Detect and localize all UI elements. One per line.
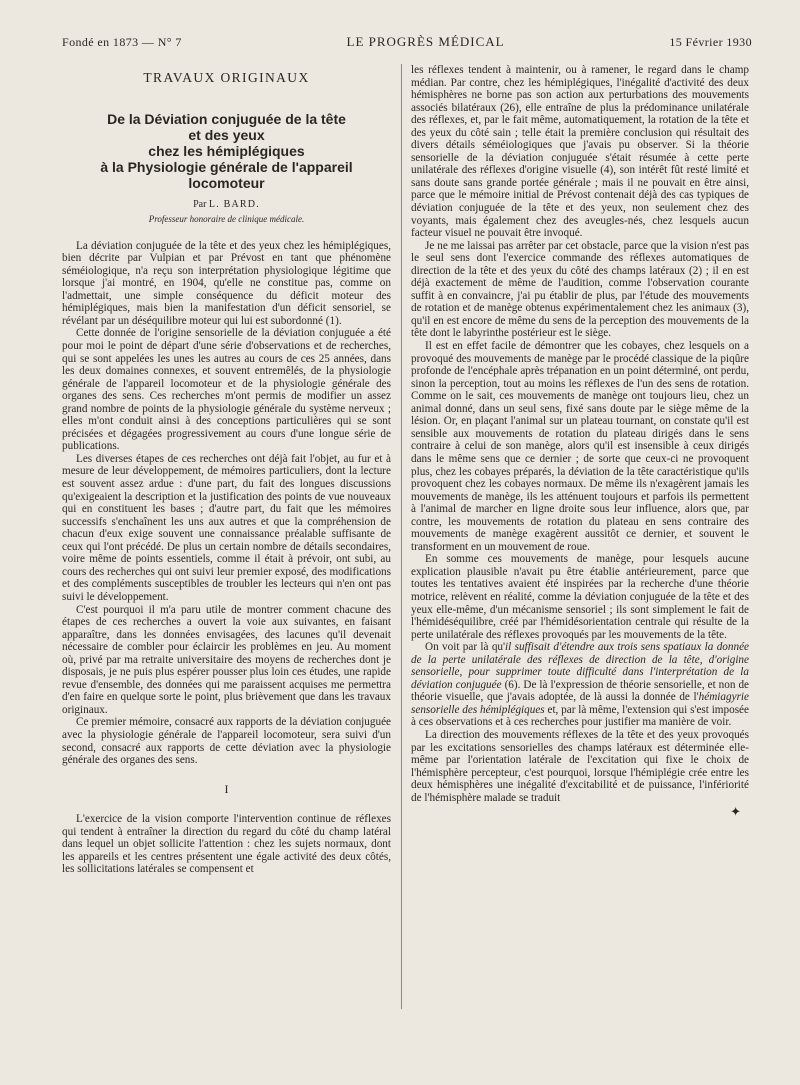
title-line: à la Physiologie générale de l'appareil [100,158,353,175]
author-name: L. BARD. [208,198,260,210]
author-line [62,199,391,212]
body-paragraph: C'est pourquoi il m'a paru utile de montrer comment chacune des étapes de ces recherches a ouvert la voie aux suivantes, en faisant apparaître, dans les données envisagées, des lacunes qu'il devenait nécessaire de combler pour éclaircir les problèmes en jeu. Au moment où, privé par ma retraite universitaire des moyens de recherches dont je disposais, je ne puis plus espérer pousser plus loin ces études, une rapide revue d'ensemble, des données qui me paraissent acquises me permettra d'en faire en quelque sorte le point, plus brièvement que dans les travaux originaux. [62,603,391,716]
body-paragraph: Cette donnée de l'origine sensorielle de la déviation conjuguée a été pour moi le point de départ d'une série d'observations et de recherches, qui se sont appelées les unes les autres au cours de ces 25 années, dans les deux domaines connexes, et souvent entremêlés, de la physiologie générale de l'appareil locomoteur et de la physiologie générale des organes des sens. Ces recherches m'ont permis de modifier un assez grand nombre de points de la physiologie générale du système nerveux ; elles m'ont conduit ainsi à des conceptions particulières qui se sont précisées et dégagées progressivement au cours d'une longue série de publications. [62,327,391,453]
body-paragraph: Il est en effet facile de démontrer que les cobayes, chez lesquels on a provoqué des mouvements de manège par le procédé classique de la piqûre profonde de l'encéphale après trépanation en un point déterminé, ont perdu, sinon la perception, tout au moins les réflexes de l'un des sens de rotation. Comme on le sait, ces mouvements de manège ont toujours lieu, chez un animal donné, dans un seul sens, fixé sans doute par le siège même de la lésion. Or, en plaçant l'animal sur un plateau tournant, on constate qu'il est sensible aux mouvements de rotation du plateau dirigés dans le sens contraire à celui de son manège, alors qu'il est insensible à ceux dirigés dans le même sens que ce dernier ; de sorte que ceux-ci ne provoquent plus, chez les cobayes préparés, la déviation de la tête caractéristique qu'ils provoquent chez les cobayes normaux. De même ils n'exagèrent jamais les mouvements de manège, ils les atténuent toujours et parfois ils permettent à l'animal de marcher en ligne droite sous leur influence, alors que, par contre, les mouvements de rotation du plateau en sens contraire des mouvements de manège exagèrent aussitôt ce dernier, et souvent le transforment en un mouvement de roue. [411,340,749,553]
author-affiliation: Professeur honoraire de clinique médicale. [148,214,305,225]
quote-italic-term: hémiagyrie sensorielle des hémiplégiques [411,691,749,716]
body-paragraph: les réflexes tendent à maintenir, ou à ramener, le regard dans le champ médian. Par contre, chez les hémiplégiques, l'inégalité d'activité des deux hémisphères ne borne pas son action aux perturbations des mouvements associés bilatéraux (26), elle entraîne de plus la prédominance unilatérale des réflexes, et, par le fait même, automatiquement, la rotation de la tête et des yeux du côté sain ; telle était la première conclusion qui résultait des divers détails séméiologiques que j'avais pu observer. Si la théorie sensorielle de la déviation conjuguée s'était résumée à cette perte unilatérale des réflexes d'origine visuelle (4), son intérêt fût resté limité et sans doute sans grande portée générale ; mais il ne pouvait en être ainsi, parce que le mémoire initial de Prévost contenait déjà des cas typiques de déviation conjuguée de la tête et des yeux, non seulement chez des voyants, mais également chez des aveugles-nés, chez lesquels aucun facteur visuel ne pouvait être invoqué. [411,64,749,240]
part-number: I [224,781,229,796]
title-line: et des yeux [188,126,265,143]
article-title [62,111,391,191]
body-paragraph: L'exercice de la vision comporte l'intervention continue de réflexes qui tendent à entraîner la direction du regard du côté du champ latéral dans lequel un objet sollicite l'attention : chez les sujets normaux, dont les appareils et les centres présentent une égale activité des deux côtés, les sollicitations latérales se compensent et [62,813,391,876]
body-paragraph: Ce premier mémoire, consacré aux rapports de la déviation conjuguée avec la physiologie générale de l'appareil locomoteur, sera suivi d'un second, consacré aux rapports de cette déviation avec la physiologie générale des organes des sens. [62,716,391,767]
left-column [62,64,391,876]
founding-and-issue: Fondé en 1873 — N° 7 [62,35,182,49]
continuation-mark: ✦ [730,804,741,820]
body-paragraph: En somme ces mouvements de manège, pour lesquels aucune explication plausible n'avait pu être établie antérieurement, parce que toutes les tentatives avaient été inspirées par la recherche d'une théorie motrice, relèvent en réalité, comme la déviation conjuguée de la tête et des yeux elle-même, d'un mécanisme sensoriel ; ils sont simplement le fait de l'hémidéséquilibre, créé par l'hémidésorientation centrale qui résulte de la perte unilatérale des réflexes provoqués par les mouvements de la tête. [411,553,749,641]
body-paragraph: La déviation conjuguée de la tête et des yeux chez les hémiplégiques, bien décrite par Vulpian et par Prévost en tant que phénomène séméiologique, n'a reçu son interprétation physiologique légitime que lorsque j'ai montré, en 1904, qu'elle ne constitue pas, comme on l'admettait, une simple conséquence du déficit moteur des hémiplégiques, mais bien la manifestation d'un déficit sensoriel, se révélant par un déséquilibre moteur qui lui est subordonné (1). [62,239,391,327]
right-column [411,64,749,819]
body-paragraph: La direction des mouvements réflexes de la tête et des yeux provoqués par les excitations sensorielles des champs latéraux est déterminée elle-même par l'orientation latérale de l'excitation qui fixe le choix de l'hémisphère percepteur, c'est pourquoi, lorsque l'hémiplégie crée entre les deux hémisphères une inégalité d'excitabilité et de puissance, l'infériorité de l'hémisphère malade se traduit [411,728,749,804]
column-divider [401,64,402,1009]
quote-tail: et, par là même, l'extension qui s'est imposée à ces observations et à ces recherches pour justifier ma manière de voir. [411,703,749,729]
quote-ref: (6). De là l'expression de théorie sensorielle, et non de théorie visuelle, que j'avais adoptée, de là aussi la donnée de l' [411,678,749,704]
issue-date: 15 Février 1930 [669,35,752,49]
journal-title: LE PROGRÈS MÉDICAL [346,34,505,49]
body-paragraph-with-italics [411,641,749,729]
author-prefix: Par [193,198,207,210]
title-line: De la Déviation conjuguée de la tête [107,110,346,127]
title-line: chez les hémiplégiques [148,142,305,159]
running-header [62,34,752,52]
quote-lead: On voit par là qu' [425,641,506,654]
body-paragraph: Je ne me laissai pas arrêter par cet obstacle, parce que la vision n'est pas le seul sens dont l'exercice commande des réflexes automatiques de direction de la tête et des yeux du côté des champs latéraux (2) ; il en est déjà exactement de même de l'audition, comme l'observation courante suffit à en convaincre, j'ai pu établir de plus, par l'étude des mouvements de rotation et de manège obtenus expérimentalement chez les animaux (3), qu'il en est encore de même du sens de la perception des mouvements de la tête dont le labyrinthe postérieur est le siège. [411,239,749,340]
quote-italic: il suffisait d'étendre aux trois sens spatiaux la donnée de la perte unilatérale des réflexes de direction de la tête, d'origine sensorielle, pour supprimer toute difficulté dans l'interprétation de la déviation conjuguée [411,641,750,691]
body-paragraph: Les diverses étapes de ces recherches ont déjà fait l'objet, au fur et à mesure de leur développement, de mémoires particuliers, dont la lecture est souvent assez ardue : d'une part, du fait des longues discussions qu'exigeaient la description et la justification des points de vue nouveaux qui en constituent les bases ; d'autre part, du fait que les mémoires successifs s'enchaînent les uns aux autres et que la compréhension de chacun d'eux exige souvent une connaissance préalable suffisante de ceux qui l'ont précédé. De plus un certain nombre de détails secondaires, voire même de points essentiels, comme il était à prévoir, ont subi, au cours des recherches qui ont suivi leur premier exposé, des modifications et des compléments susceptibles de troubler les lecteurs qui n'en ont pas suivi le développement. [62,452,391,603]
section-title: TRAVAUX ORIGINAUX [143,70,310,85]
title-line: locomoteur [188,174,265,191]
